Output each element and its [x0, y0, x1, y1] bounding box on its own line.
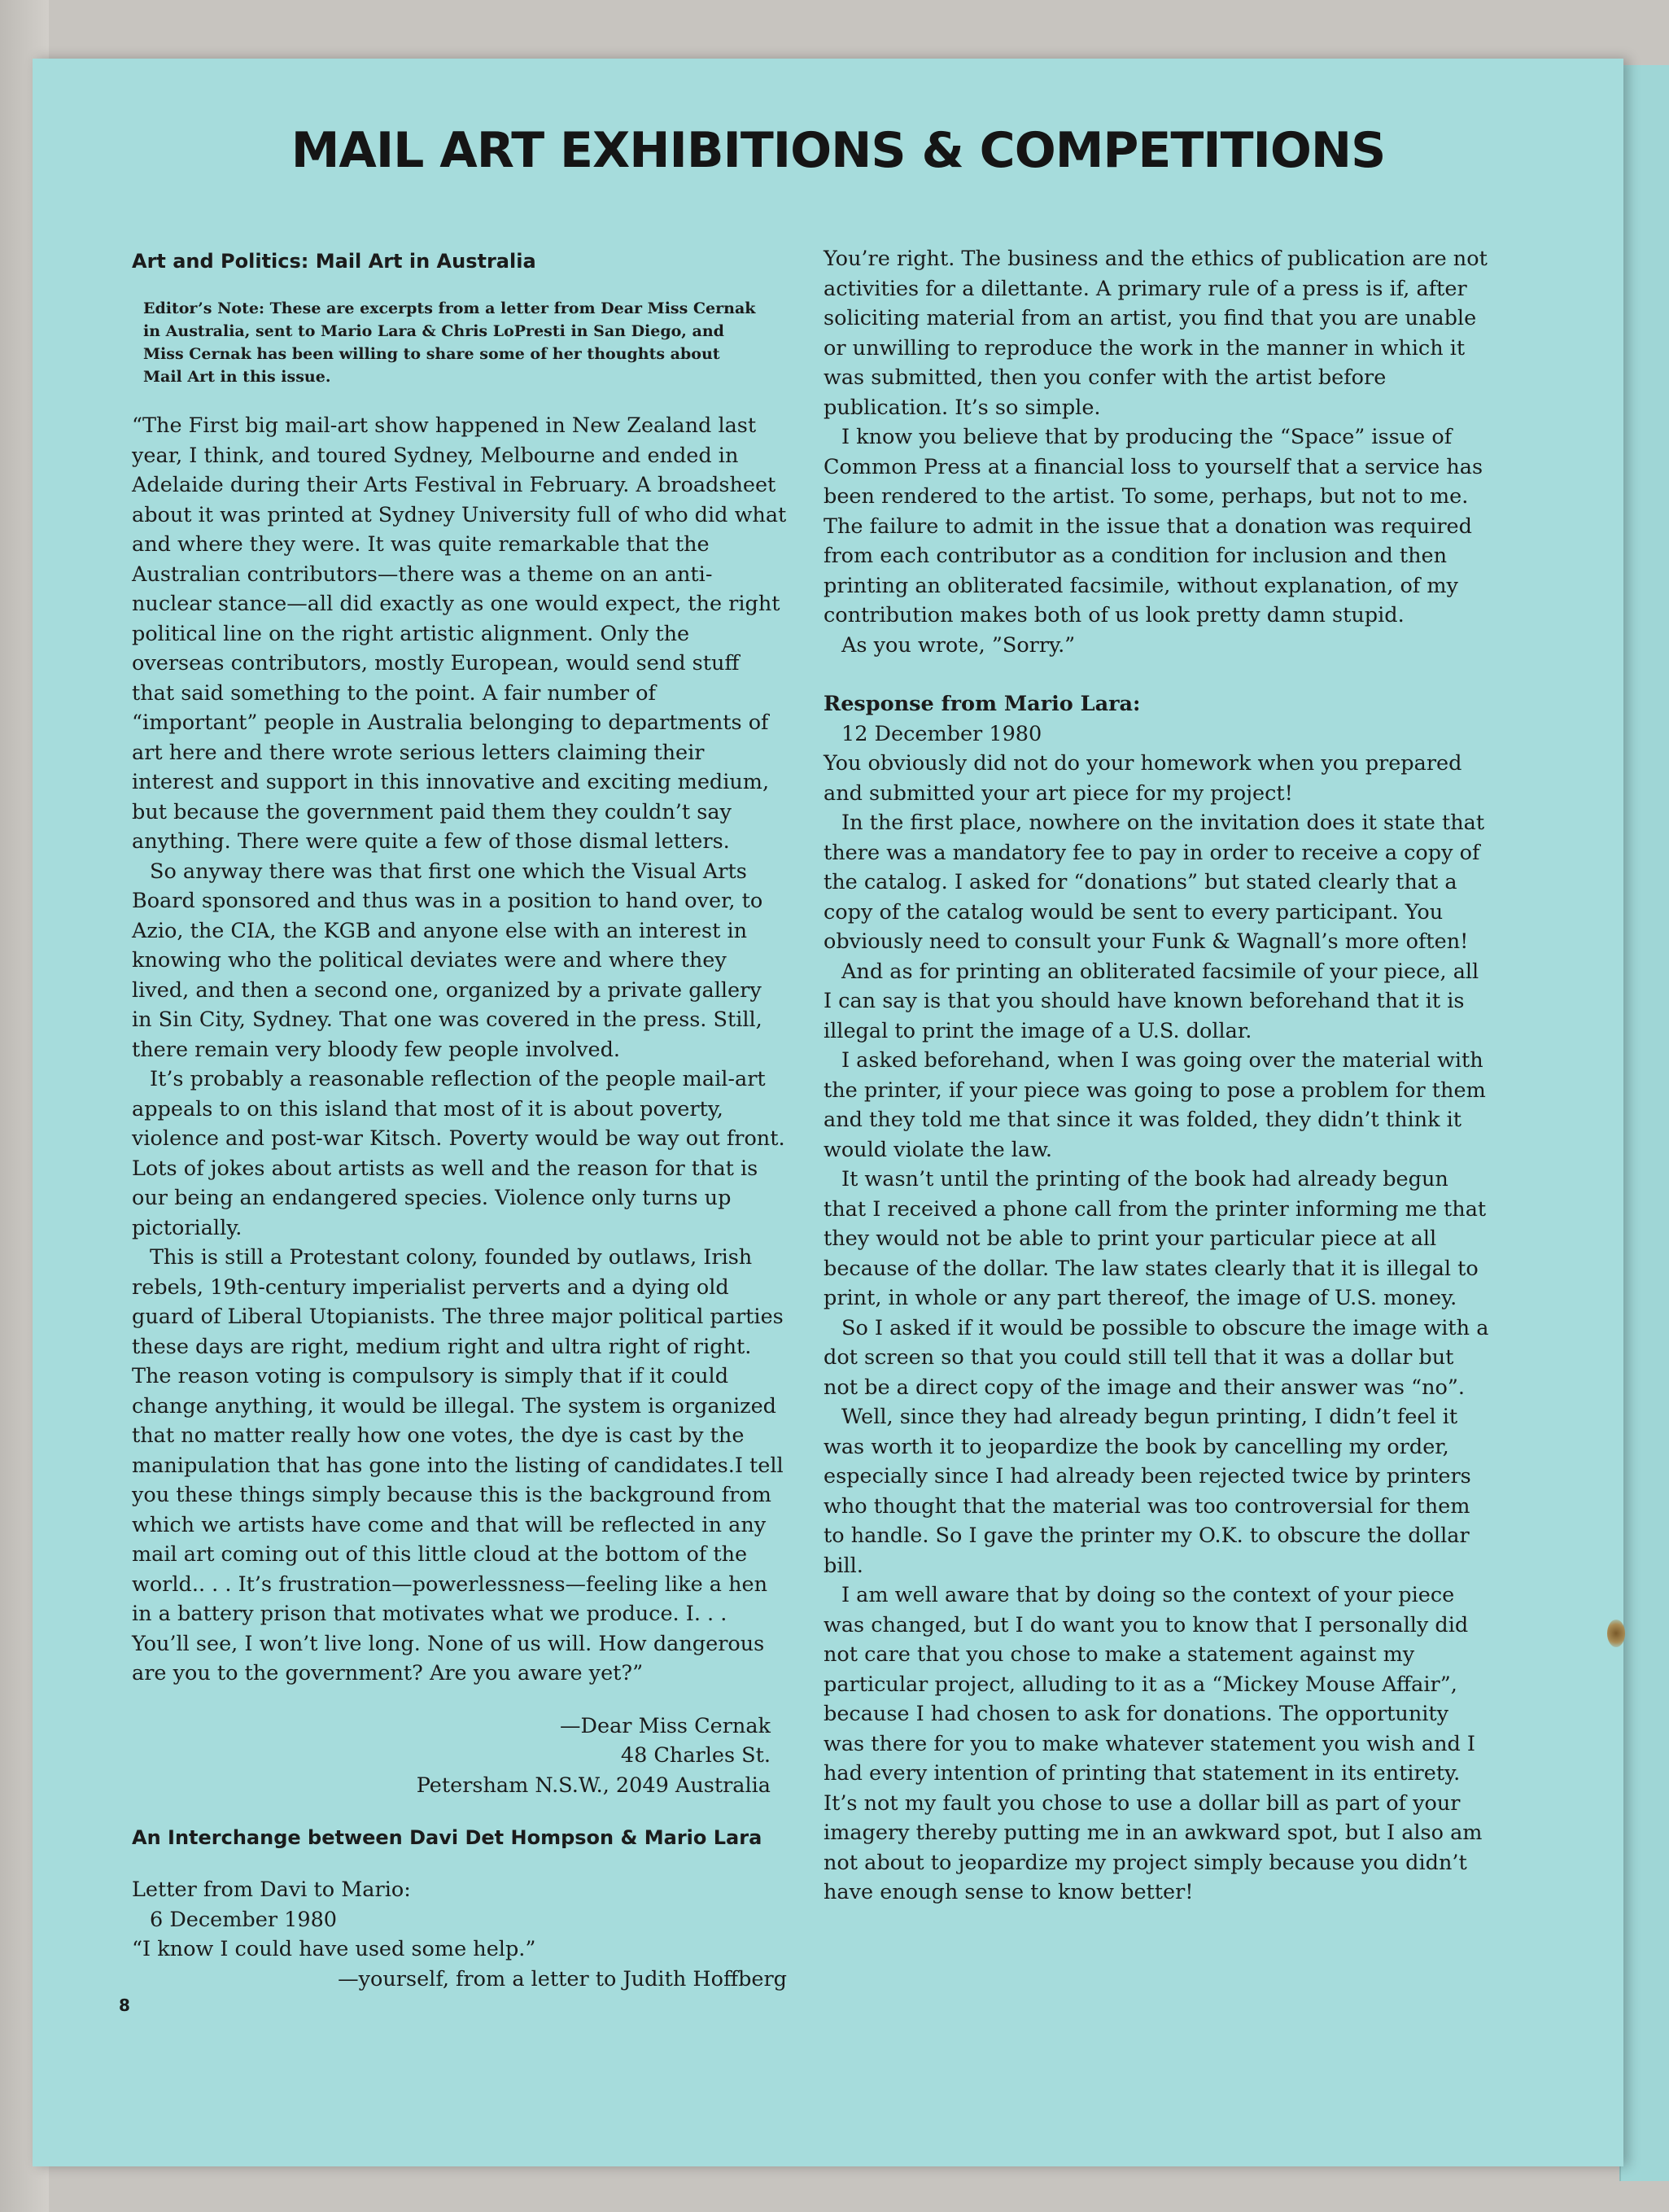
- davi-paragraph: I know you believe that by producing the “Space” issue of Common Press at a financial loss to yourself that a service has been rendered to the artist. To some, perhaps, but not to me. The failure to admit in the issue that a donation was required from each contributor as a condition for inclusion and then printing an obliterated facsimile, without explanation, of my contribution makes both of us look pretty damn stupid.: [824, 425, 1483, 627]
- left-column: [132, 248, 787, 1994]
- letter-date: 6 December 1980: [150, 1907, 338, 1932]
- letter-paragraph: So anyway there was that first one which the Visual Arts Board sponsored and thus was in a position to hand over, to Azio, the CIA, the KGB and anyone else with an interest in knowing who the political deviates were and where they lived, and then a second one, organized by a private gallery in Sin City, Sydney. That one was covered in the press. Still, there remain very bloody few people involved.: [132, 859, 763, 1062]
- interchange-title: An Interchange between Davi Det Hompson & Mario Lara: [132, 1826, 762, 1849]
- section-title: Art and Politics: Mail Art in Australia: [132, 250, 536, 273]
- davi-paragraph: As you wrote, ”Sorry.”: [841, 632, 1076, 658]
- signature-name: —Dear Miss Cernak: [560, 1713, 771, 1738]
- response-date: 12 December 1980: [841, 721, 1042, 746]
- quote-source: —yourself, from a letter to Judith Hoffberg: [338, 1966, 787, 1991]
- page-headline: MAIL ART EXHIBITIONS & COMPETITIONS: [291, 122, 1386, 179]
- response-paragraph: And as for printing an obliterated facsimile of your piece, all I can say is that you should have known beforehand that it is illegal to print the image of a U.S. dollar.: [824, 959, 1479, 1043]
- next-page-edge: [1619, 65, 1669, 2181]
- response-paragraph: In the first place, nowhere on the invitation does it state that there was a mandatory fee to pay in order to receive a copy of the catalog. I asked for “donations” but stated clearly that a copy of the catalog would be sent to every participant. You obviously need to consult your Funk & Wagnall’s more often!: [824, 811, 1485, 954]
- letter-paragraph: It’s probably a reasonable reflection of the people mail-art appeals to on this island that most of it is about poverty, violence and post-war Kitsch. Poverty would be way out front. Lots of jokes about artists as well and the reason for that is our being an endangered species. Violence only turns up pictorially.: [132, 1067, 785, 1240]
- response-paragraph: Well, since they had already begun printing, I didn’t feel it was worth it to jeopardize the book by cancelling my order, especially since I had already been rejected twice by printers who thought that the material was too controversial for them to handle. So I gave the printer my O.K. to obscure the dollar bill.: [824, 1405, 1471, 1578]
- right-column: [824, 244, 1491, 1908]
- letter-label: Letter from Davi to Mario:: [132, 1878, 411, 1902]
- response-paragraph: You obviously did not do your homework when you prepared and submitted your art piece for my project!: [824, 751, 1462, 806]
- quote: “I know I could have used some help.”: [132, 1937, 536, 1961]
- response-title: Response from Mario Lara:: [824, 692, 1141, 716]
- response-paragraph: I asked beforehand, when I was going over the material with the printer, if your piece was going to pose a problem for them and they told me that since it was folded, they didn’t think it would violate the law.: [824, 1048, 1486, 1162]
- letter-paragraph: “The First big mail-art show happened in New Zealand last year, I think, and toured Sydney, Melbourne and ended in Adelaide during their Arts Festival in February. A broadsheet about it was printed at Sydney University full of who did what and where they were. It was quite remarkable that the Australian contributors—there was a theme on an anti-nuclear stance—all did exactly as one would expect, the right political line on the right artistic alignment. Only the overseas contributors, mostly European, would send stuff that said something to the point. A fair number of “important” people in Australia belonging to departments of art here and there wrote serious letters claiming their interest and support in this innovative and exciting medium, but because the government paid them they couldn’t say anything. There were quite a few of those dismal letters.: [132, 413, 787, 854]
- page-number: 8: [119, 1996, 130, 2015]
- response-paragraph: So I asked if it would be possible to obscure the image with a dot screen so that you could still tell that it was a dollar but not be a direct copy of the image and their answer was “no”.: [824, 1315, 1489, 1400]
- davi-paragraph: You’re right. The business and the ethics of publication are not activities for a dilettante. A primary rule of a press is if, after soliciting material from an artist, you find that you are unable or unwilling to reproduce the work in the manner in which it was submitted, then you confer with the artist before publication. It’s so simple.: [824, 247, 1488, 420]
- page-stain: [1607, 1620, 1625, 1647]
- letter-paragraph: This is still a Protestant colony, founded by outlaws, Irish rebels, 19th-century imperialist perverts and a dying old guard of Liberal Utopianists. The three major political parties these days are right, medium right and ultra right of right. The reason voting is compulsory is simply that if it could change anything, it would be illegal. The system is organized that no matter really how one votes, the dye is cast by the manipulation that has gone into the listing of candidates.I tell you these things simply because this is the background from which we artists have come and that will be reflected in any mail art coming out of this little cloud at the bottom of the world.. . . It’s frustration—powerlessness—feeling like a hen in a battery prison that motivates what we produce. I. . . You’ll see, I won’t live long. None of us will. How dangerous are you to the government? Are you aware yet?”: [132, 1245, 784, 1685]
- response-paragraph: I am well aware that by doing so the context of your piece was changed, but I do want you to know that I personally did not care that you chose to make a statement against my particular project, alluding to it as a “Mickey Mouse Affair”, because I had chosen to ask for donations. The opportunity was there for you to make whatever statement you wish and I had every intention of printing that statement in its entirety. It’s not my fault you chose to use a dollar bill as part of your imagery thereby putting me in an awkward spot, but I also am not about to jeopardize my project simply because you didn’t have enough sense to know better!: [824, 1583, 1483, 1904]
- signature-street: 48 Charles St.: [620, 1743, 771, 1768]
- response-paragraph: It wasn’t until the printing of the book had already begun that I received a phone call from the printer informing me that they would not be able to print your particular piece at all because of the dollar. The law states clearly that it is illegal to print, in whole or any part thereof, the image of U.S. money.: [824, 1167, 1487, 1310]
- signature-city: Petersham N.S.W., 2049 Australia: [416, 1773, 771, 1798]
- signature-block: [132, 1711, 787, 1801]
- editor-note: Editor’s Note: These are excerpts from a letter from Dear Miss Cernak in Australia, sent to Mario Lara & Chris LoPresti in San Diego, and Miss Cernak has been willing to share some of her thoughts about Mail Art in this issue.: [143, 299, 756, 386]
